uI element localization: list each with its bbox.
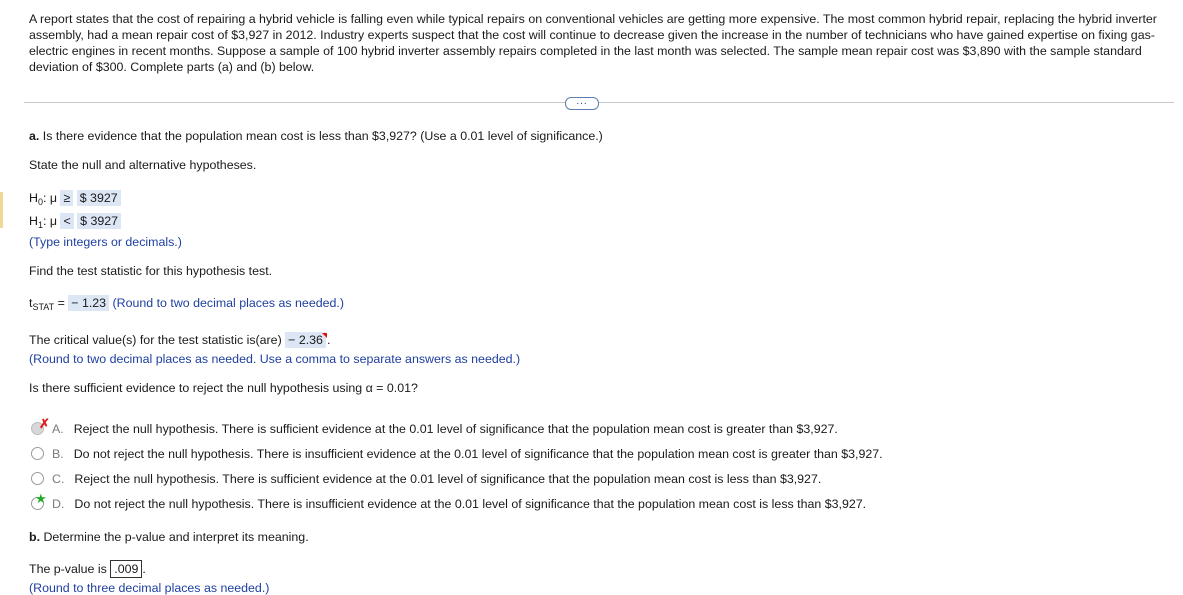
- radio-icon[interactable]: [31, 491, 47, 510]
- alt-value-input[interactable]: $ 3927: [77, 213, 121, 229]
- radio-icon[interactable]: [31, 472, 44, 485]
- state-hypotheses-prompt: State the null and alternative hypotheses.: [29, 158, 257, 172]
- tstat-row: $t_{STAT}$ = − 1.23 (Round to two decimal places as needed.): [29, 296, 344, 312]
- show-more-button[interactable]: ...: [565, 97, 599, 110]
- part-a-label: a.: [29, 129, 40, 143]
- sufficient-evidence-prompt: Is there sufficient evidence to reject the null hypothesis using α = 0.01?: [29, 381, 418, 395]
- radio-icon[interactable]: [31, 416, 50, 435]
- section-divider: [24, 102, 1174, 103]
- part-a-question: [29, 129, 603, 143]
- radio-icon[interactable]: [31, 447, 44, 460]
- part-a-text: Is there evidence that the population mean cost is less than $3,927? (Use a 0.01 level of significance.): [42, 129, 603, 143]
- pvalue-input[interactable]: .009: [110, 560, 142, 578]
- null-hypothesis-row: $H_0$: μ ≥ $ 3927: [29, 191, 121, 207]
- critical-value-row: The critical value(s) for the test statistic is(are) − 2.36 .: [29, 333, 331, 347]
- incorrect-x-icon: ✗: [39, 416, 50, 431]
- part-b-text: Determine the p-value and interpret its meaning.: [43, 530, 309, 544]
- option-a[interactable]: ✗ A. Reject the null hypothesis. There is sufficient evidence at the 0.01 level of significance that the population mean cost is greater than $3,927.: [31, 422, 838, 436]
- part-b-label: b.: [29, 530, 41, 544]
- tstat-input[interactable]: − 1.23: [68, 295, 109, 311]
- find-test-statistic-prompt: Find the test statistic for this hypothesis test.: [29, 264, 273, 278]
- alt-hypothesis-row: $H_1$: μ < $ 3927: [29, 214, 121, 230]
- correct-star-icon: ★: [35, 491, 47, 506]
- part-b-question: [29, 530, 309, 544]
- pvalue-row: The p-value is .009 .: [29, 562, 146, 576]
- option-b[interactable]: B. Do not reject the null hypothesis. There is insufficient evidence at the 0.01 level of significance that the population mean cost is greater than $3,927.: [31, 447, 883, 461]
- option-d[interactable]: ★ D. Do not reject the null hypothesis. There is insufficient evidence at the 0.01 level of significance that the population mean cost is less than $3,927.: [31, 497, 866, 511]
- critical-value-hint: (Round to two decimal places as needed. Use a comma to separate answers as needed.): [29, 352, 521, 366]
- alt-operator-select[interactable]: <: [60, 213, 73, 229]
- problem-statement: A report states that the cost of repairing a hybrid vehicle is falling even while typical repairs on conventional vehicles are getting more expensive. The most common hybrid repair, replacing the hybrid inverter assembly, had a mean repair cost of $3,927 in 2012. Industry experts suspect that the cost will continue to decrease given the increase in the number of technicians who have gained expertise on fixing gas-electric engines in recent months. Suppose a sample of 100 hybrid inverter assembly repairs completed in the last month was selected. The sample mean repair cost was $3,890 with the sample standard deviation of $300. Complete parts (a) and (b) below.: [29, 12, 1157, 74]
- pvalue-hint: (Round to three decimal places as needed.): [29, 581, 270, 595]
- null-value-input[interactable]: $ 3927: [77, 190, 121, 206]
- incorrect-flag-icon: [322, 333, 327, 338]
- tstat-hint: (Round to two decimal places as needed.): [112, 296, 344, 310]
- option-c[interactable]: C. Reject the null hypothesis. There is sufficient evidence at the 0.01 level of significance that the population mean cost is less than $3,927.: [31, 472, 821, 486]
- left-margin-highlight: [0, 192, 3, 228]
- null-operator-select[interactable]: ≥: [60, 190, 73, 206]
- hypothesis-hint: (Type integers or decimals.): [29, 235, 182, 249]
- critical-value-input[interactable]: − 2.36: [285, 332, 326, 348]
